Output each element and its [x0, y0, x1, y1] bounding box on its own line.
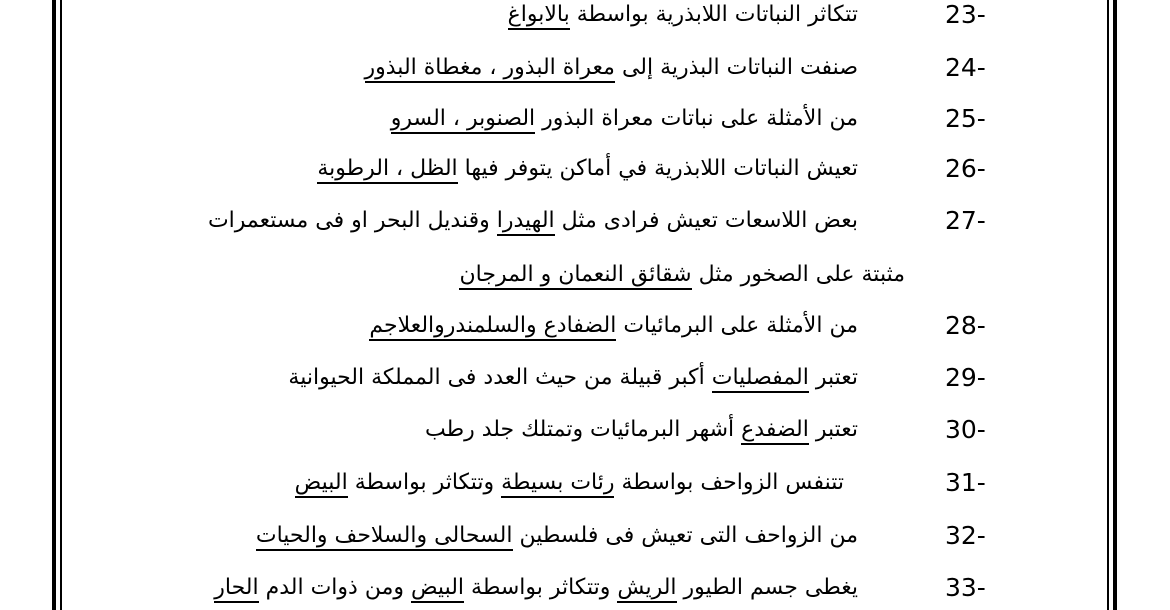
answer-underlined: السحالى والسلاحف والحيات [256, 523, 513, 551]
question-text: من الأمثلة على نباتات معراة البذور [542, 106, 858, 131]
item-number: 31- [945, 468, 986, 497]
question-text: تتكاثر النباتات اللابذرية بواسطة [576, 2, 858, 27]
item-27-text [208, 201, 858, 241]
item-number: 25- [945, 104, 986, 133]
answer-underlined: بالابواغ [508, 2, 570, 30]
answer-underlined: الريش [617, 575, 676, 603]
question-text: من الزواحف التى تعيش فى فلسطين [519, 523, 858, 548]
item-27-continuation [459, 255, 905, 295]
item-25-text [391, 99, 858, 139]
question-text: ومن ذوات الدم [265, 575, 404, 600]
answer-underlined: رئات بسيطة [501, 470, 614, 498]
item-31-text [295, 463, 844, 503]
answer-underlined: الحار [214, 575, 258, 603]
item-number: 29- [945, 363, 986, 392]
question-text: تتنفس الزواحف بواسطة [621, 470, 844, 495]
item-number: 33- [945, 573, 986, 602]
answer-underlined: شقائق النعمان و المرجان [459, 262, 691, 290]
question-text: أشهر البرمائيات وتمتلك جلد رطب [424, 417, 735, 442]
answer-underlined: الصنوبر ، السرو [391, 106, 535, 134]
page-border-left-outer [52, 0, 56, 610]
page-border-right-inner [1107, 0, 1109, 610]
question-text: تعتبر [815, 365, 858, 390]
answer-underlined: الضفدع [741, 417, 809, 445]
question-text: أكبر قبيلة من حيث العدد فى المملكة الحيوانية [288, 365, 705, 390]
item-number: 32- [945, 521, 986, 550]
item-number: 28- [945, 311, 986, 340]
item-24-text [365, 48, 858, 88]
page-border-left-inner [60, 0, 62, 610]
item-number: 26- [945, 154, 986, 183]
item-29-text [288, 358, 858, 398]
item-23-text [508, 0, 858, 35]
item-number: 24- [945, 53, 986, 82]
item-32-text [256, 516, 858, 556]
question-text: تعيش النباتات اللابذرية في أماكن يتوفر فيها [464, 156, 858, 181]
question-text: وقنديل البحر او فى مستعمرات [207, 208, 490, 233]
question-text: وتتكاثر بواسطة [471, 575, 611, 600]
question-text: وتتكاثر بواسطة [354, 470, 495, 495]
answer-underlined: المفصليات [712, 365, 809, 393]
question-text: من الأمثلة على البرمائيات [623, 313, 858, 338]
question-text: بعض اللاسعات تعيش فرادى مثل [561, 208, 858, 233]
question-text: تعتبر [815, 417, 858, 442]
answer-underlined: البيض [411, 575, 464, 603]
question-text: صنفت النباتات البذرية إلى [621, 55, 858, 80]
answer-underlined: معراة البذور ، مغطاة البذور [365, 55, 615, 83]
answer-underlined: الهيدرا [497, 208, 555, 236]
item-number: 27- [945, 206, 986, 235]
item-28-text [369, 306, 858, 346]
answer-underlined: الضفادع والسلمندروالعلاجم [369, 313, 616, 341]
answer-underlined: البيض [295, 470, 348, 498]
item-33-text [214, 568, 858, 608]
question-text: يغطى جسم الطيور [683, 575, 858, 600]
item-number: 23- [945, 0, 986, 29]
page-border-right-outer [1113, 0, 1117, 610]
item-30-text [425, 410, 858, 450]
item-26-text [317, 149, 858, 189]
question-text: مثبتة على الصخور مثل [698, 262, 905, 287]
answer-underlined: الظل ، الرطوبة [317, 156, 457, 184]
item-number: 30- [945, 415, 986, 444]
